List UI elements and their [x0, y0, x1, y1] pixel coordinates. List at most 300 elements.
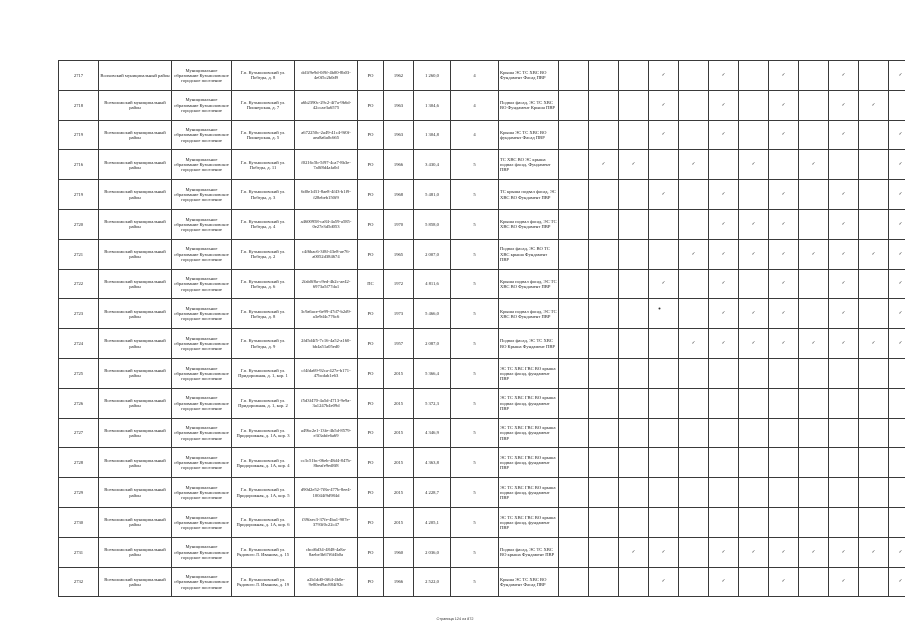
empty-check-cell: [889, 90, 905, 120]
area-cell: 3 430,4: [414, 150, 451, 180]
district-cell: Всеволожский муниципальный район: [99, 180, 172, 210]
check-mark-cell: ✓: [829, 239, 859, 269]
table-row: [59, 120, 905, 150]
empty-check-cell: [859, 448, 889, 478]
works-cell: ЭС ТС ХВС ГВС ВО крыша подвал фасад, фундамент ПВР: [499, 507, 559, 537]
address-cell: Г.п. Кузьмоловский ул. Победы, д. 2: [232, 239, 295, 269]
check-mark-cell: ✓: [709, 329, 739, 359]
row-number: 2723: [59, 299, 99, 329]
check-mark-cell: ✓: [649, 180, 679, 210]
empty-check-cell: [649, 418, 679, 448]
register-sheet: [58, 60, 903, 597]
empty-check-cell: [799, 90, 829, 120]
year-cell: 2015: [384, 448, 414, 478]
area-cell: 5 366,4: [414, 358, 451, 388]
empty-check-cell: [859, 478, 889, 508]
empty-check-cell: [619, 478, 649, 508]
code-cell: cc3c51bc-06eb-48d4-847b-8beafe9ed8f8: [295, 448, 358, 478]
table-row: [59, 567, 905, 597]
floors-cell: 5: [451, 388, 499, 418]
empty-check-cell: [619, 61, 649, 91]
row-number: 2719: [59, 120, 99, 150]
settlement-cell: Муниципальное образование Кузьмоловское городское поселение: [172, 567, 232, 597]
check-mark-cell: ✓: [829, 567, 859, 597]
code-cell: f5d3f470-4a5d-4713-9e9a-3a1247b4e09d: [295, 388, 358, 418]
table-body: [59, 61, 905, 597]
empty-check-cell: [799, 478, 829, 508]
empty-check-cell: [589, 209, 619, 239]
type-cell: PO: [358, 537, 384, 567]
empty-check-cell: [739, 61, 769, 91]
empty-check-cell: [769, 448, 799, 478]
empty-check-cell: [859, 567, 889, 597]
check-mark-cell: ✓: [859, 90, 889, 120]
row-number: 2721: [59, 239, 99, 269]
works-cell: ТС крыша подвал фасад, ЭС ХВС ВО Фундамент ПВР: [499, 180, 559, 210]
address-cell: Г.п. Кузьмоловский ул. Придорожная, д. 1А, кор. 5: [232, 478, 295, 508]
type-cell: PO: [358, 239, 384, 269]
empty-check-cell: [559, 358, 589, 388]
type-cell: PO: [358, 120, 384, 150]
district-cell: Всеволожский муниципальный район: [99, 209, 172, 239]
empty-check-cell: [799, 418, 829, 448]
check-mark-cell: ✓: [649, 61, 679, 91]
empty-check-cell: [559, 329, 589, 359]
row-number: 2716: [59, 150, 99, 180]
check-mark-cell: ✓: [709, 180, 739, 210]
empty-check-cell: [559, 239, 589, 269]
check-mark-cell: ✓: [649, 120, 679, 150]
floors-cell: 5: [451, 358, 499, 388]
address-cell: Г.п. Кузьмоловский ул. Пионерская, д. 5: [232, 120, 295, 150]
empty-check-cell: [559, 120, 589, 150]
empty-check-cell: [559, 180, 589, 210]
year-cell: 1963: [384, 90, 414, 120]
works-cell: ТС ХВС ВО ЭС крыша подвал фасад, Фундамент ПВР: [499, 150, 559, 180]
empty-check-cell: [799, 448, 829, 478]
empty-check-cell: [619, 180, 649, 210]
empty-check-cell: [649, 239, 679, 269]
works-cell: Подвал фасад, ЭС ТС ХВС ВО Фундамент Крыша ПВР: [499, 90, 559, 120]
empty-check-cell: [739, 478, 769, 508]
empty-check-cell: [679, 418, 709, 448]
year-cell: 1962: [384, 61, 414, 91]
empty-check-cell: [649, 478, 679, 508]
settlement-cell: Муниципальное образование Кузьмоловское городское поселение: [172, 388, 232, 418]
empty-check-cell: [859, 299, 889, 329]
register-table: [58, 60, 905, 597]
empty-check-cell: [559, 388, 589, 418]
empty-check-cell: [739, 358, 769, 388]
check-mark-cell: ✓: [769, 90, 799, 120]
settlement-cell: Муниципальное образование Кузьмоловское городское поселение: [172, 329, 232, 359]
empty-check-cell: [619, 507, 649, 537]
check-mark-cell: ✓: [739, 537, 769, 567]
address-cell: Г.п. Кузьмоловский ул. Победы, д. 6: [232, 269, 295, 299]
works-cell: Подвал фасад, ЭС ВО ТС ХВС крыша Фундамент ПВР: [499, 239, 559, 269]
works-cell: ЭС ТС ХВС ГВС ВО крыша подвал фасад, фундамент ПВР: [499, 358, 559, 388]
empty-check-cell: [679, 180, 709, 210]
code-cell: a49bc2e1-13fe-4b5d-8579-e3f3abfe6a69: [295, 418, 358, 448]
check-mark-cell: ✓: [829, 299, 859, 329]
year-cell: 2015: [384, 358, 414, 388]
district-cell: Всеволожский муниципальный район: [99, 299, 172, 329]
empty-check-cell: [739, 120, 769, 150]
works-cell: ЭС ТС ХВС ГВС ВО крыша подвал фасад, фундамент ПВР: [499, 418, 559, 448]
empty-check-cell: [889, 448, 905, 478]
check-mark-cell: ✓: [829, 329, 859, 359]
table-row: [59, 418, 905, 448]
empty-check-cell: [829, 507, 859, 537]
type-cell: PO: [358, 358, 384, 388]
code-cell: 2fab0f8a-c9ed-4b2c-ae42-6973a5f77da1: [295, 269, 358, 299]
empty-check-cell: [619, 388, 649, 418]
empty-check-cell: [859, 507, 889, 537]
works-cell: Крыша ЭС ТС ХВС ВО Фундамент Фасад ПВР: [499, 61, 559, 91]
settlement-cell: Муниципальное образование Кузьмоловское городское поселение: [172, 269, 232, 299]
empty-check-cell: [799, 358, 829, 388]
empty-check-cell: [679, 388, 709, 418]
check-mark-cell: ✓: [769, 120, 799, 150]
empty-check-cell: [649, 299, 679, 329]
code-cell: c4f6bac6-3f8f-43e8-ae76-a0052d384674: [295, 239, 358, 269]
empty-check-cell: [799, 120, 829, 150]
type-cell: ПС: [358, 269, 384, 299]
empty-check-cell: [589, 329, 619, 359]
type-cell: PO: [358, 299, 384, 329]
address-cell: Г.п. Кузьмоловский ул. Пионерская, д. 7: [232, 90, 295, 120]
empty-check-cell: [859, 150, 889, 180]
empty-check-cell: [709, 448, 739, 478]
empty-check-cell: [769, 388, 799, 418]
district-cell: Всеволожский муниципальный район: [99, 388, 172, 418]
type-cell: PO: [358, 478, 384, 508]
empty-check-cell: [619, 329, 649, 359]
check-mark-cell: ✓: [859, 537, 889, 567]
empty-check-cell: [859, 358, 889, 388]
settlement-cell: Муниципальное образование Кузьмоловское городское поселение: [172, 418, 232, 448]
check-mark-cell: ✓: [709, 61, 739, 91]
check-mark-cell: ✓: [859, 239, 889, 269]
empty-check-cell: [559, 299, 589, 329]
empty-check-cell: [679, 120, 709, 150]
settlement-cell: Муниципальное образование Кузьмоловское городское поселение: [172, 358, 232, 388]
empty-check-cell: [589, 418, 619, 448]
check-mark-cell: ✓: [769, 239, 799, 269]
floors-cell: 5: [451, 418, 499, 448]
empty-check-cell: [829, 448, 859, 478]
floors-cell: 4: [451, 61, 499, 91]
check-mark-cell: ✓: [889, 299, 905, 329]
row-number: 2731: [59, 537, 99, 567]
type-cell: PO: [358, 180, 384, 210]
check-mark-cell: ✓: [769, 180, 799, 210]
empty-check-cell: [589, 61, 619, 91]
year-cell: 2015: [384, 507, 414, 537]
type-cell: PO: [358, 507, 384, 537]
check-mark-cell: ✓: [829, 90, 859, 120]
table-row: [59, 448, 905, 478]
empty-check-cell: [619, 448, 649, 478]
empty-check-cell: [889, 388, 905, 418]
code-cell: f39faec3-37fe-4ba1-907e-3793f0c22c47: [295, 507, 358, 537]
settlement-cell: Муниципальное образование Кузьмоловское городское поселение: [172, 478, 232, 508]
empty-check-cell: [589, 478, 619, 508]
area-cell: 2 522,0: [414, 567, 451, 597]
empty-check-cell: [589, 269, 619, 299]
floors-cell: 5: [451, 537, 499, 567]
check-mark-cell: ✓: [889, 61, 905, 91]
settlement-cell: Муниципальное образование Кузьмоловское городское поселение: [172, 448, 232, 478]
empty-check-cell: [679, 358, 709, 388]
check-mark-cell: ✓: [829, 120, 859, 150]
empty-check-cell: [679, 90, 709, 120]
year-cell: 1973: [384, 299, 414, 329]
district-cell: Всеволожский муниципальный район: [99, 537, 172, 567]
check-mark-cell: ✓: [619, 150, 649, 180]
settlement-cell: Муниципальное образование Кузьмоловское городское поселение: [172, 507, 232, 537]
address-cell: Г.п. Кузьмоловский ул. Победы, д. 9: [232, 329, 295, 359]
floors-cell: 5: [451, 209, 499, 239]
empty-check-cell: [859, 269, 889, 299]
row-number: 2728: [59, 448, 99, 478]
empty-check-cell: [559, 567, 589, 597]
check-mark-cell: ✓: [679, 150, 709, 180]
table-row: [59, 150, 905, 180]
district-cell: Всеволожский муниципальный район: [99, 358, 172, 388]
type-cell: PO: [358, 567, 384, 597]
empty-check-cell: [679, 209, 709, 239]
empty-check-cell: [589, 180, 619, 210]
empty-check-cell: [829, 478, 859, 508]
check-mark-cell: ✓: [679, 329, 709, 359]
district-cell: Всеволожский муниципальный район: [99, 329, 172, 359]
settlement-cell: Муниципальное образование Кузьмоловское городское поселение: [172, 537, 232, 567]
code-cell: a2b1dd0-0f64-4b0e-9e80ed9ac884f92c: [295, 567, 358, 597]
area-cell: 5 372,3: [414, 388, 451, 418]
district-cell: Всеволожский муниципальный район: [99, 239, 172, 269]
check-mark-cell: ✓: [889, 567, 905, 597]
empty-check-cell: [649, 507, 679, 537]
address-cell: Г.п. Кузьмоловский ул. Победы, д. 3: [232, 180, 295, 210]
check-mark-cell: ✓: [709, 90, 739, 120]
settlement-cell: Муниципальное образование Кузьмоловское городское поселение: [172, 150, 232, 180]
empty-check-cell: [829, 388, 859, 418]
check-mark-cell: ✓: [709, 299, 739, 329]
empty-check-cell: [799, 388, 829, 418]
address-cell: Г.п. Кузьмоловский ул. Рядового Л. Иванова, д. 19: [232, 567, 295, 597]
area-cell: 4 363,8: [414, 448, 451, 478]
empty-check-cell: [799, 180, 829, 210]
area-cell: 5 466,0: [414, 299, 451, 329]
table-row: [59, 269, 905, 299]
check-mark-cell: ✓: [829, 269, 859, 299]
empty-check-cell: [799, 507, 829, 537]
address-cell: Г.п. Кузьмоловский ул. Придорожная, д. 1, кор. 1: [232, 358, 295, 388]
empty-check-cell: [739, 388, 769, 418]
empty-check-cell: [589, 388, 619, 418]
table-row: [59, 299, 905, 329]
check-mark-cell: ✓: [889, 150, 905, 180]
row-number: 2720: [59, 209, 99, 239]
code-cell: a672250c-2a49-41c4-9f0f-aea8a6a0c665: [295, 120, 358, 150]
address-cell: Г.п. Кузьмоловский ул. Придорожная, д. 1А, кор. 4: [232, 448, 295, 478]
empty-check-cell: [679, 269, 709, 299]
empty-check-cell: [709, 150, 739, 180]
stray-mark: [658, 297, 661, 300]
area-cell: 4 346,9: [414, 418, 451, 448]
table-row: [59, 478, 905, 508]
floors-cell: 5: [451, 299, 499, 329]
check-mark-cell: ✓: [709, 269, 739, 299]
check-mark-cell: ✓: [799, 329, 829, 359]
table-row: [59, 329, 905, 359]
check-mark-cell: ✓: [709, 209, 739, 239]
empty-check-cell: [799, 567, 829, 597]
check-mark-cell: ✓: [859, 329, 889, 359]
empty-check-cell: [739, 507, 769, 537]
empty-check-cell: [799, 61, 829, 91]
empty-check-cell: [589, 358, 619, 388]
area-cell: 5 858,0: [414, 209, 451, 239]
code-cell: dd1f9e9d-0f9f-4b00-8b03-4e0f5c2b0d9: [295, 61, 358, 91]
works-cell: ЭС ТС ХВС ГВС ВО крыша подвал фасад, фундамент ПВР: [499, 388, 559, 418]
empty-check-cell: [739, 90, 769, 120]
floors-cell: 5: [451, 239, 499, 269]
empty-check-cell: [739, 269, 769, 299]
floors-cell: 5: [451, 448, 499, 478]
empty-check-cell: [589, 299, 619, 329]
code-cell: f0216c5b-5f97-4ca7-8b3e-7a0f8d4afa0d: [295, 150, 358, 180]
check-mark-cell: ✓: [709, 120, 739, 150]
check-mark-cell: ✓: [769, 329, 799, 359]
settlement-cell: Муниципальное образование Кузьмоловское городское поселение: [172, 209, 232, 239]
empty-check-cell: [709, 388, 739, 418]
check-mark-cell: ✓: [589, 150, 619, 180]
year-cell: 1970: [384, 209, 414, 239]
year-cell: 2015: [384, 388, 414, 418]
year-cell: 1965: [384, 239, 414, 269]
check-mark-cell: ✓: [739, 239, 769, 269]
table-row: [59, 507, 905, 537]
code-cell: 2fd5d4f5-7c16-4a52-a160-bb4a51a05ed0: [295, 329, 358, 359]
empty-check-cell: [679, 507, 709, 537]
empty-check-cell: [889, 358, 905, 388]
empty-check-cell: [559, 209, 589, 239]
empty-check-cell: [709, 418, 739, 448]
empty-check-cell: [679, 61, 709, 91]
type-cell: PO: [358, 150, 384, 180]
district-cell: Всеволожский муниципальный район: [99, 120, 172, 150]
area-cell: 1 304,6: [414, 90, 451, 120]
empty-check-cell: [589, 90, 619, 120]
works-cell: Крыша подвал фасад, ЭС ТС ХВС ВО Фундамент ПВР: [499, 299, 559, 329]
area-cell: 4 205,1: [414, 507, 451, 537]
empty-check-cell: [709, 507, 739, 537]
address-cell: Г.п. Кузьмоловский ул. Победы, д. 11: [232, 150, 295, 180]
check-mark-cell: ✓: [649, 90, 679, 120]
district-cell: Всеволожский муниципальный район: [99, 150, 172, 180]
empty-check-cell: [859, 180, 889, 210]
check-mark-cell: ✓: [769, 61, 799, 91]
address-cell: Г.п. Кузьмоловский ул. Придорожная, д. 1А, кор. 3: [232, 418, 295, 448]
year-cell: 1966: [384, 150, 414, 180]
area-cell: 2 087,0: [414, 329, 451, 359]
empty-check-cell: [619, 567, 649, 597]
empty-check-cell: [559, 507, 589, 537]
address-cell: Г.п. Кузьмоловский ул. Победы, д. 8: [232, 299, 295, 329]
empty-check-cell: [559, 269, 589, 299]
check-mark-cell: ✓: [769, 209, 799, 239]
works-cell: Крыша подвал фасад, ЭС ТС ХВС ВО Фундамент ПВР: [499, 209, 559, 239]
area-cell: 4 228,7: [414, 478, 451, 508]
year-cell: 1957: [384, 329, 414, 359]
check-mark-cell: ✓: [649, 567, 679, 597]
year-cell: 2015: [384, 418, 414, 448]
check-mark-cell: ✓: [799, 150, 829, 180]
check-mark-cell: ✓: [889, 329, 905, 359]
table-row: [59, 90, 905, 120]
empty-check-cell: [589, 120, 619, 150]
row-number: 2726: [59, 388, 99, 418]
row-number: 2732: [59, 567, 99, 597]
works-cell: Крыша подвал фасад, ЭС ТС ХВС ВО Фундамент ПВР: [499, 269, 559, 299]
district-cell: Всеволожский муниципальный район: [99, 478, 172, 508]
year-cell: 2015: [384, 478, 414, 508]
code-cell: 3c9a6ace-6e99-47d7-b2d9-a3e9d4c776c6: [295, 299, 358, 329]
empty-check-cell: [889, 507, 905, 537]
empty-check-cell: [679, 478, 709, 508]
check-mark-cell: ✓: [889, 180, 905, 210]
table-row: [59, 61, 905, 91]
floors-cell: 5: [451, 329, 499, 359]
settlement-cell: Муниципальное образование Кузьмоловское городское поселение: [172, 90, 232, 120]
empty-check-cell: [679, 567, 709, 597]
empty-check-cell: [559, 537, 589, 567]
settlement-cell: Муниципальное образование Кузьмоловское городское поселение: [172, 61, 232, 91]
row-number: 2717: [59, 61, 99, 91]
empty-check-cell: [889, 418, 905, 448]
check-mark-cell: ✓: [889, 239, 905, 269]
empty-check-cell: [859, 418, 889, 448]
empty-check-cell: [859, 120, 889, 150]
works-cell: Крыша ЭС ТС ХВС ВО Фундамент Фасад ПВР: [499, 567, 559, 597]
check-mark-cell: ✓: [679, 239, 709, 269]
type-cell: PO: [358, 329, 384, 359]
year-cell: 1972: [384, 269, 414, 299]
area-cell: 1 260,0: [414, 61, 451, 91]
empty-check-cell: [589, 448, 619, 478]
check-mark-cell: ✓: [709, 567, 739, 597]
empty-check-cell: [589, 507, 619, 537]
empty-check-cell: [709, 478, 739, 508]
address-cell: Г.п. Кузьмоловский ул. Победы, д. 4: [232, 209, 295, 239]
type-cell: PO: [358, 61, 384, 91]
empty-check-cell: [649, 358, 679, 388]
empty-check-cell: [739, 180, 769, 210]
empty-check-cell: [649, 150, 679, 180]
address-cell: Г.п. Кузьмоловский ул. Рядового Л. Иванова, д. 15: [232, 537, 295, 567]
table-row: [59, 358, 905, 388]
code-cell: a6b2390c-29c2-4f7a-9b6d-42ccae3a6575: [295, 90, 358, 120]
works-cell: Крыша ЭС ТС ХВС ВО фундамент Фасад ПВР: [499, 120, 559, 150]
type-cell: PO: [358, 388, 384, 418]
works-cell: Подвал фасад, ЭС ТС ХВС ВО Крыша Фундамент ПВР: [499, 329, 559, 359]
empty-check-cell: [739, 567, 769, 597]
area-cell: 2 007,0: [414, 239, 451, 269]
table-row: [59, 239, 905, 269]
empty-check-cell: [829, 150, 859, 180]
